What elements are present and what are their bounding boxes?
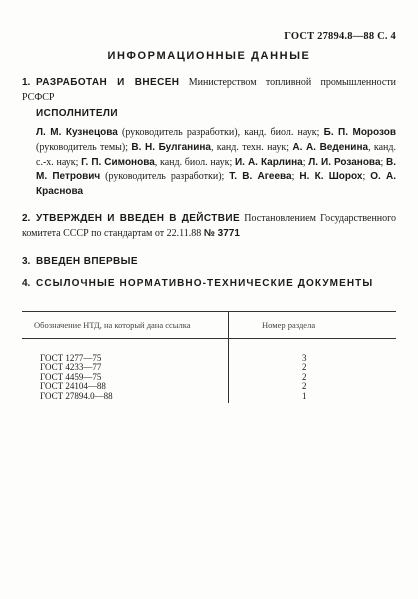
performer-role: ; <box>380 156 387 168</box>
section-1-number: 1. <box>22 77 31 88</box>
table-cell-section: 2 <box>302 362 307 373</box>
section-4 <box>22 276 396 291</box>
performer-role: ; <box>362 171 371 183</box>
performer-name: А. А. Веденина <box>292 141 369 153</box>
section-2-number: 2. <box>22 213 31 224</box>
performers-list <box>36 126 396 200</box>
table-cell-section: 2 <box>302 371 307 382</box>
table-body <box>40 354 396 401</box>
section-2-lead: УТВЕРЖДЕН И ВВЕДЕН В ДЕЙСТВИЕ <box>36 213 241 224</box>
performer-role: ; <box>302 156 309 168</box>
performer-role: , канд. биол. наук; <box>154 156 235 168</box>
performer-name: Л. И. Розанова <box>308 156 381 168</box>
table-cell-section: 1 <box>302 390 307 401</box>
table-cell-section: 2 <box>302 381 307 392</box>
section-3 <box>22 254 396 269</box>
performer-name: Л. М. Кузнецова <box>36 127 118 138</box>
table-cell-document: ГОСТ 1277—75 <box>40 353 102 363</box>
table-header-rule <box>22 338 396 339</box>
performer-name: В. Н. Булганина <box>131 141 211 153</box>
table-cell-document: ГОСТ 27894.0—88 <box>40 390 113 401</box>
performer-role: , канд. техн. наук; <box>210 141 293 153</box>
section-2 <box>22 211 396 241</box>
performer-role: , канд. с.-х. наук; <box>36 141 396 168</box>
page-header: ГОСТ 27894.8—88 С. 4 <box>284 31 396 42</box>
section-2-text: Постановлением Государственного комитета СССР по стандартам от 22.11.88 <box>22 213 396 239</box>
table-cell-document: ГОСТ 4459—75 <box>40 371 102 382</box>
performers-heading: ИСПОЛНИТЕЛИ <box>36 108 118 119</box>
performer-role: (руководитель разработки); <box>100 171 230 183</box>
section-1-text: Министерством топливной промышленности РСФСР <box>22 77 396 103</box>
table-cell-section: 3 <box>302 353 307 363</box>
section-3-lead: ВВЕДЕН ВПЕРВЫЕ <box>36 256 138 267</box>
section-4-number: 4. <box>22 278 31 289</box>
performer-name: Г. П. Симонова <box>81 156 155 168</box>
section-3-number: 3. <box>22 256 31 267</box>
performer-role: (руководитель разработки), канд. биол. наук; <box>117 127 324 138</box>
section-2-decree-number: № 3771 <box>203 228 240 239</box>
section-1 <box>22 75 396 105</box>
performer-role: (руководитель темы); <box>36 141 132 153</box>
performer-name: О. А. Краснова <box>36 171 396 198</box>
table-top-rule <box>22 311 396 312</box>
page-title: ИНФОРМАЦИОННЫЕ ДАННЫЕ <box>107 50 311 62</box>
table-header-section: Номер раздела <box>262 320 316 330</box>
performer-name: В. М. Петрович <box>36 156 397 183</box>
performer-name: И. А. Карлина <box>234 156 303 168</box>
table-cell-document: ГОСТ 4233—77 <box>40 362 102 373</box>
table-header-document: Обозначение НТД, на который дана ссылка <box>34 320 191 330</box>
performer-name: Н. К. Шорох <box>299 171 363 183</box>
section-4-lead: ССЫЛОЧНЫЕ НОРМАТИВНО-ТЕХНИЧЕСКИЕ ДОКУМЕНТЫ <box>36 278 374 289</box>
section-1-lead: РАЗРАБОТАН И ВНЕСЕН <box>36 77 180 88</box>
performer-role: ; <box>291 171 300 183</box>
table-cell-document: ГОСТ 24104—88 <box>40 381 106 392</box>
performers-heading-row <box>22 106 396 121</box>
performer-name: Т. В. Агеева <box>229 171 292 183</box>
performer-name: Б. П. Морозов <box>323 127 396 138</box>
table-row <box>40 392 396 401</box>
